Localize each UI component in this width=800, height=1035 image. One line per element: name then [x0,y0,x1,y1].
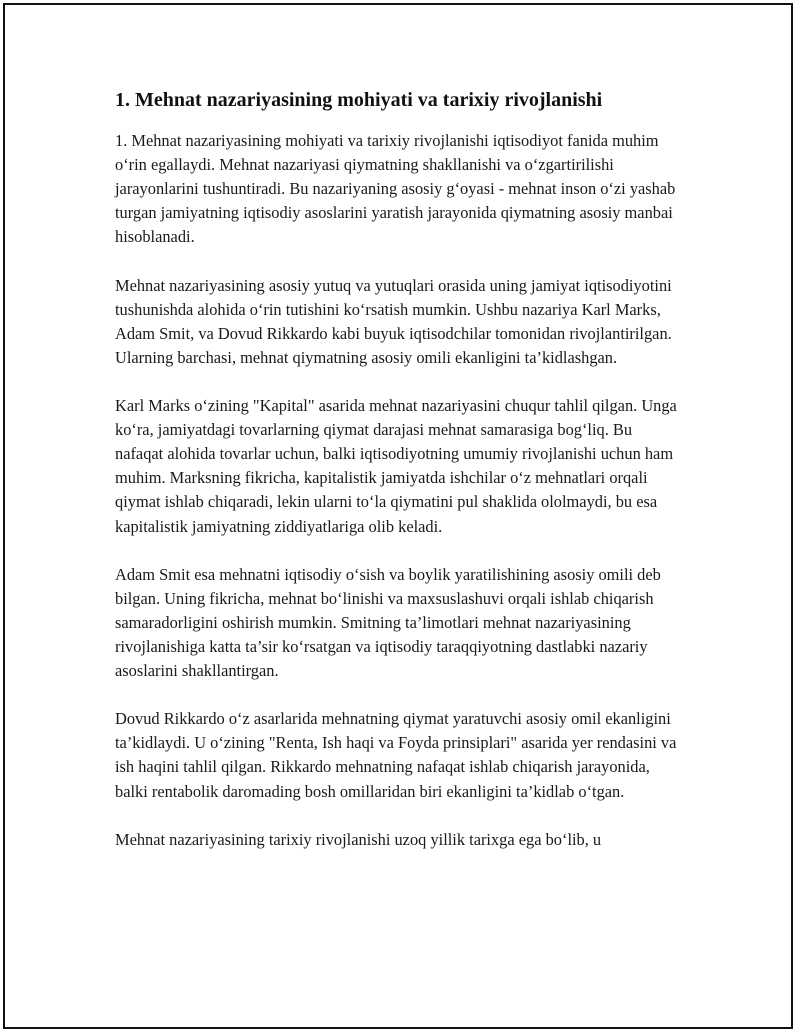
paragraph-4: Adam Smit esa mehnatni iqtisodiy o‘sish va boylik yaratilishining asosiy omili deb bilgan. Uning fikricha, mehnat bo‘linishi va maxsuslashuvi orqali ishlab chiqarish samaradorligini oshirish mumkin. Smitning ta’limotlari mehnat nazariyasining rivojlanishiga katta ta’sir ko‘rsatgan va iqtisodiy taraqqiyotning dastlabki nazariy asoslarini shakllantirgan. [115,564,661,681]
paragraph-1: 1. Mehnat nazariyasining mohiyati va tarixiy rivojlanishi iqtisodiyot fanida muhim o‘rin egallaydi. Mehnat nazariyasi qiymatning shakllanishi va o‘zgartirilishi jarayonlarini tushuntiradi. Bu nazariyaning asosiy g‘oyasi - mehnat inson o‘zi yashab turgan jamiyatning iqtisodiy asoslarini yaratish jarayonida qiymatning asosiy manbai hisoblanadi. [115,131,676,247]
paragraph-3: Karl Marks o‘zining "Kapital" asarida mehnat nazariyasini chuqur tahlil qilgan. Unga ko‘ra, jamiyatdagi tovarlarning qiymat darajasi mehnat samarasiga bog‘liq. Bu nafaqat alohida tovarlar uchun, balki iqtisodiyotning umumiy rivojlanishi uchun ham muhim. Marksning fikricha, kapitalistik jamiyatda ishchilar o‘z mehnatlari orqali qiymat ishlab chiqaradi, lekin ularni to‘la qiymatini pul shaklida ololmaydi, bu esa kapitalistik jamiyatning ziddiyatlariga olib keladi. [115,396,677,536]
paragraph-6: Mehnat nazariyasining tarixiy rivojlanishi uzoq yillik tarixga ega bo‘lib, u [115,829,602,849]
document-title: 1. Mehnat nazariyasining mohiyati va tarixiy rivojlanishi [115,89,603,111]
document-body [115,88,683,852]
paragraph-2: Mehnat nazariyasining asosiy yutuq va yutuqlari orasida uning jamiyat iqtisodiyotini tushunishda alohida o‘rin tutishini ko‘rsatish mumkin. Ushbu nazariya Karl Marks, Adam Smit, va Dovud Rikkardo kabi buyuk iqtisodchilar tomonidan rivojlantirilgan. Ularning barchasi, mehnat qiymatning asosiy omili ekanligini ta’kidlashgan. [115,275,672,367]
paragraph-5: Dovud Rikkardo o‘z asarlarida mehnatning qiymat yaratuvchi asosiy omil ekanligini ta’kidlaydi. U o‘zining "Renta, Ish haqi va Foyda prinsiplari" asarida yer rendasini va ish haqini tahlil qilgan. Rikkardo mehnatning nafaqat ishlab chiqarish jarayonida, balki rentabolik daromading bosh omillaridan biri ekanligini ta’kidlab o‘tgan. [115,709,677,801]
